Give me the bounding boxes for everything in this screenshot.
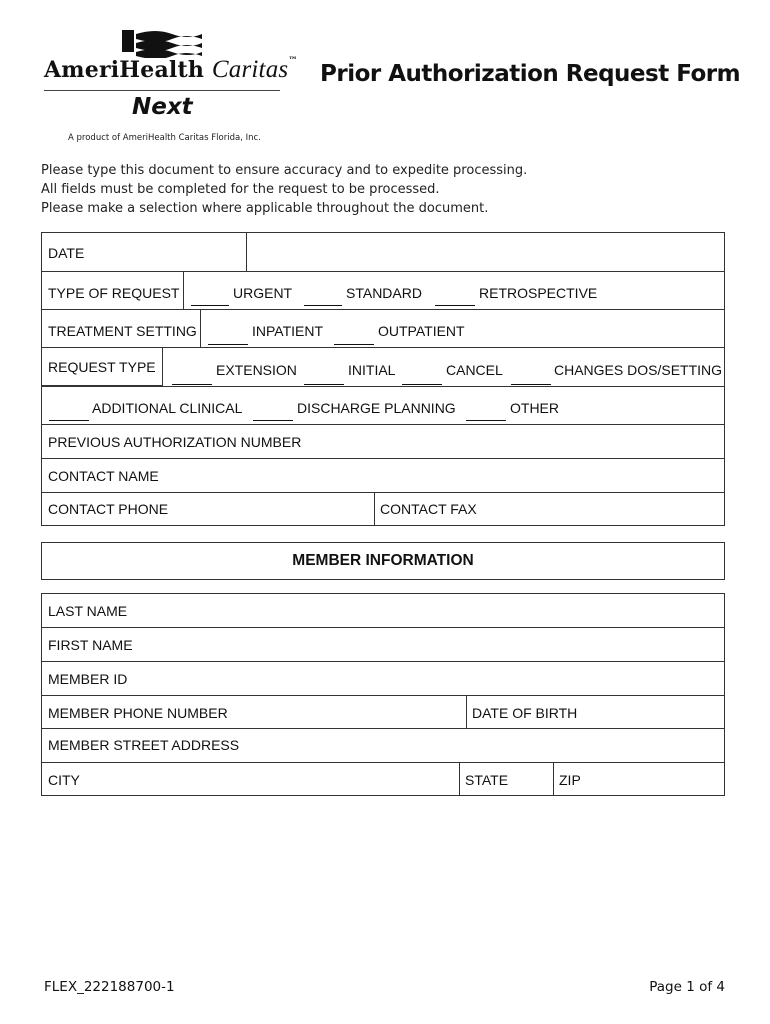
type-of-request-label: TYPE OF REQUEST	[48, 285, 180, 301]
standard-blank[interactable]	[304, 305, 342, 306]
brand-name-italic: Caritas	[211, 56, 289, 83]
changes-blank[interactable]	[511, 384, 551, 385]
dob-label: DATE OF BIRTH	[472, 705, 578, 721]
divider	[553, 763, 554, 796]
street-row[interactable]	[42, 729, 724, 763]
page-number: Page 1 of 4	[649, 979, 725, 995]
instruction-line: All fields must be completed for the request to be processed.	[41, 182, 440, 197]
contact-phone-label: CONTACT PHONE	[48, 501, 169, 517]
option-standard: STANDARD	[346, 285, 422, 301]
option-urgent: URGENT	[233, 285, 293, 301]
member-table	[41, 593, 725, 796]
contact-name-label: CONTACT NAME	[48, 468, 159, 484]
divider	[459, 763, 460, 796]
option-cancel: CANCEL	[446, 362, 503, 378]
brand-divider	[44, 90, 280, 91]
treatment-setting-row	[42, 310, 724, 348]
option-initial: INITIAL	[348, 362, 396, 378]
page-title: Prior Authorization Request Form	[320, 61, 741, 87]
brand-sub: Next	[132, 94, 193, 120]
instruction-line: Please type this document to ensure accuracy and to expedite processing.	[41, 163, 528, 178]
other-blank[interactable]	[466, 420, 506, 421]
date-row	[42, 233, 724, 272]
option-discharge-planning: DISCHARGE PLANNING	[297, 400, 456, 416]
brand-product-line: A product of AmeriHealth Caritas Florida, Inc.	[68, 133, 261, 143]
contact-fax-label: CONTACT FAX	[380, 501, 477, 517]
option-inpatient: INPATIENT	[252, 323, 324, 339]
state-label: STATE	[465, 772, 509, 788]
outpatient-blank[interactable]	[334, 344, 374, 345]
type-of-request-row	[42, 272, 724, 310]
brand-flag-icon	[122, 28, 204, 58]
instruction-line: Please make a selection where applicable throughout the document.	[41, 201, 489, 216]
date-field[interactable]	[247, 233, 724, 271]
member-id-row[interactable]	[42, 662, 724, 696]
divider	[183, 272, 184, 309]
date-label: DATE	[48, 245, 85, 261]
form-code: FLEX_222188700-1	[44, 979, 175, 995]
city-row	[42, 763, 724, 796]
option-other: OTHER	[510, 400, 559, 416]
street-label: MEMBER STREET ADDRESS	[48, 737, 240, 753]
first-name-label: FIRST NAME	[48, 637, 133, 653]
zip-label: ZIP	[559, 772, 581, 788]
last-name-label: LAST NAME	[48, 603, 128, 619]
divider	[200, 310, 201, 347]
urgent-blank[interactable]	[191, 305, 229, 306]
additional-clinical-blank[interactable]	[49, 420, 89, 421]
divider	[162, 348, 163, 386]
request-type-label: REQUEST TYPE	[48, 359, 156, 375]
section-title: MEMBER INFORMATION	[292, 552, 474, 569]
divider	[466, 696, 467, 728]
discharge-planning-blank[interactable]	[253, 420, 293, 421]
option-changes-dos-setting: CHANGES DOS/SETTING	[554, 362, 723, 378]
retrospective-blank[interactable]	[435, 305, 475, 306]
member-id-label: MEMBER ID	[48, 671, 128, 687]
divider	[374, 493, 375, 526]
previous-auth-label: PREVIOUS AUTHORIZATION NUMBER	[48, 434, 302, 450]
option-additional-clinical: ADDITIONAL CLINICAL	[92, 400, 243, 416]
previous-auth-row[interactable]	[42, 425, 724, 459]
request-table	[41, 232, 725, 526]
treatment-setting-label: TREATMENT SETTING	[48, 323, 197, 339]
member-phone-label: MEMBER PHONE NUMBER	[48, 705, 228, 721]
last-name-row[interactable]	[42, 594, 724, 628]
city-label: CITY	[48, 772, 80, 788]
brand-name-bold: AmeriHealth	[44, 57, 205, 83]
option-outpatient: OUTPATIENT	[378, 323, 465, 339]
first-name-row[interactable]	[42, 628, 724, 662]
request-type-row	[42, 348, 724, 386]
member-phone-row	[42, 696, 724, 729]
option-retrospective: RETROSPECTIVE	[479, 285, 598, 301]
option-extension: EXTENSION	[216, 362, 297, 378]
brand-logo	[44, 56, 298, 84]
initial-blank[interactable]	[304, 384, 344, 385]
contact-phone-row	[42, 493, 724, 526]
extra-options-row	[42, 386, 724, 425]
inpatient-blank[interactable]	[208, 344, 248, 345]
extension-blank[interactable]	[172, 384, 212, 385]
brand-trademark: ™	[288, 56, 298, 66]
member-section-header	[41, 542, 725, 580]
cancel-blank[interactable]	[402, 384, 442, 385]
contact-name-row[interactable]	[42, 459, 724, 493]
